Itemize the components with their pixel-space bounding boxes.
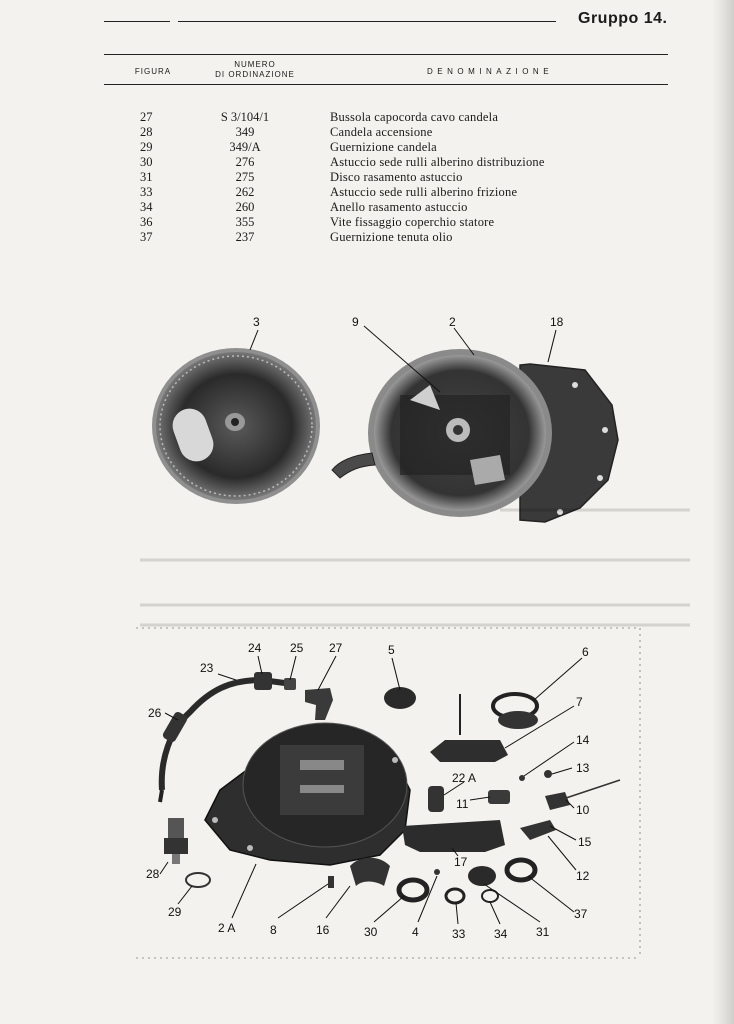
callout-30: 30 <box>364 925 378 939</box>
callout-3: 3 <box>253 315 260 329</box>
disc-5-part <box>384 687 416 709</box>
cell-denominazione: Guernizione candela <box>330 140 437 154</box>
callout-2: 2 <box>449 315 456 329</box>
callout-34: 34 <box>494 927 508 941</box>
crankcase-cover-part <box>205 723 410 865</box>
cell-figura: 28 <box>140 125 153 139</box>
cell-numero: 355 <box>235 215 255 229</box>
cell-denominazione: Disco rasamento astuccio <box>330 170 463 184</box>
callout-27: 27 <box>329 641 343 655</box>
spring-wire <box>560 780 620 800</box>
disc-31-part <box>468 866 496 886</box>
header-rule-short <box>104 21 170 22</box>
callout-33: 33 <box>452 927 466 941</box>
callout-11: 11 <box>456 797 469 811</box>
callout-12: 12 <box>576 869 590 883</box>
cell-denominazione: Astuccio sede rulli alberino distribuzione <box>330 155 545 169</box>
group-title: Gruppo 14. <box>578 10 668 27</box>
callout-9: 9 <box>352 315 359 329</box>
stator-assembly-part <box>332 349 618 522</box>
ring-37-part <box>507 860 535 880</box>
cell-denominazione: Guernizione tenuta olio <box>330 230 453 244</box>
cell-figura: 31 <box>140 170 153 184</box>
bleed-through-marks <box>140 510 690 625</box>
washer-29-part <box>186 873 210 887</box>
callout-10: 10 <box>576 803 590 817</box>
callout-2A: 2 A <box>218 921 236 935</box>
callout-4: 4 <box>412 925 419 939</box>
header-rule-long <box>178 21 556 22</box>
cell-numero: 262 <box>235 185 255 199</box>
cell-numero: 349/A <box>229 140 261 154</box>
callout-26: 26 <box>148 706 162 720</box>
ring-33-part <box>446 889 464 903</box>
cell-figura: 37 <box>140 230 153 244</box>
table-top-rule <box>104 54 668 55</box>
cell-figura: 27 <box>140 110 153 124</box>
callout-17: 17 <box>454 855 468 869</box>
callout-15: 15 <box>578 835 592 849</box>
callout-31: 31 <box>536 925 550 939</box>
cell-numero: 276 <box>235 155 255 169</box>
cover-17-part <box>402 820 505 852</box>
cell-figura: 34 <box>140 200 153 214</box>
cell-denominazione: Bussola capocorda cavo candela <box>330 110 499 124</box>
cell-denominazione: Candela accensione <box>330 125 433 139</box>
cell-figura: 29 <box>140 140 153 154</box>
callout-23: 23 <box>200 661 214 675</box>
ring-6-part <box>493 694 538 729</box>
callout-7: 7 <box>576 695 583 709</box>
callout-29: 29 <box>168 905 182 919</box>
exploded-parts-figure <box>0 280 734 980</box>
cell-denominazione: Vite fissaggio coperchio statore <box>330 215 495 229</box>
part-11 <box>488 790 510 804</box>
clip-16-part <box>350 858 390 886</box>
callout-18: 18 <box>550 315 564 329</box>
part-4 <box>434 869 440 875</box>
column-header-denominazione: DENOMINAZIONE <box>426 67 554 76</box>
part-10 <box>545 792 570 810</box>
flywheel-cover-part <box>152 348 320 504</box>
part-13 <box>544 770 552 778</box>
cell-numero: 349 <box>235 125 255 139</box>
part-22A <box>428 786 444 812</box>
part-15 <box>520 820 556 840</box>
screw-8-part <box>328 876 334 888</box>
callout-25: 25 <box>290 641 304 655</box>
callout-37: 37 <box>574 907 588 921</box>
callout-16: 16 <box>316 923 330 937</box>
callout-13: 13 <box>576 761 590 775</box>
cell-numero: 275 <box>235 170 255 184</box>
cell-figura: 36 <box>140 215 153 229</box>
column-header-numero-line1: NUMERO <box>234 60 276 69</box>
table-header-rule <box>104 84 668 85</box>
cell-numero: 237 <box>235 230 255 244</box>
column-header-numero <box>196 60 314 80</box>
cell-numero: 260 <box>235 200 255 214</box>
callout-22A: 22 A <box>452 771 477 785</box>
column-header-numero-line2: DI ORDINAZIONE <box>215 70 295 79</box>
spark-plug-part <box>164 818 188 864</box>
callout-8: 8 <box>270 923 277 937</box>
column-header-figura: FIGURA <box>134 67 172 76</box>
cable-bushing-part <box>305 688 333 720</box>
callout-24: 24 <box>248 641 262 655</box>
callout-14: 14 <box>576 733 590 747</box>
cell-denominazione: Astuccio sede rulli alberino frizione <box>330 185 518 199</box>
bracket-7-part <box>430 694 508 762</box>
cell-numero: S 3/104/1 <box>220 110 270 124</box>
callout-5: 5 <box>388 643 395 657</box>
cell-denominazione: Anello rasamento astuccio <box>330 200 468 214</box>
cell-figura: 33 <box>140 185 153 199</box>
callout-28: 28 <box>146 867 160 881</box>
cell-figura: 30 <box>140 155 153 169</box>
callout-6: 6 <box>582 645 589 659</box>
